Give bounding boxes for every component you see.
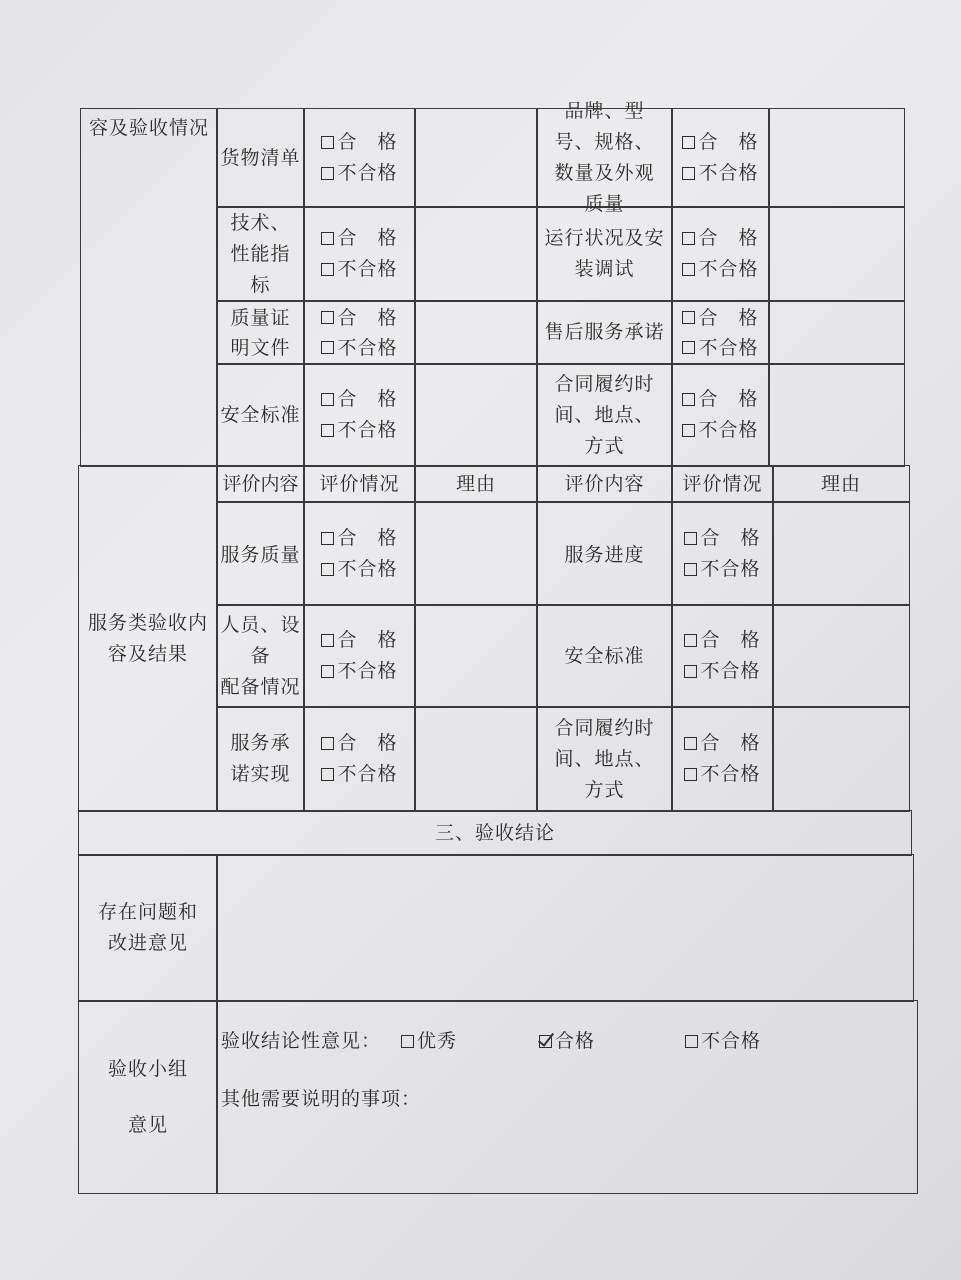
fail-checkbox[interactable]: 不合格 (321, 333, 397, 363)
checkbox-icon (321, 263, 334, 276)
checkbox-icon (321, 341, 334, 354)
conclusion-title: 三、验收结论 (78, 810, 912, 856)
other-matters-label: 其他需要说明的事项： (221, 1088, 422, 1110)
group-opinion-label: 验收小组 意见 (78, 1000, 218, 1194)
goods-reason-3-right[interactable] (768, 300, 905, 365)
checkbox-icon (684, 665, 697, 678)
pass-checkbox[interactable]: 合 格 (682, 303, 758, 333)
header-reason-left: 理由 (414, 465, 538, 503)
service-item-2: 人员、设 备 配备情况 (216, 604, 305, 708)
header-eval-content-right: 评价内容 (536, 465, 673, 503)
pass-checkbox[interactable]: 合 格 (321, 384, 397, 415)
fail-checkbox[interactable]: 不合格 (682, 254, 758, 285)
goods-reason-3-left[interactable] (414, 300, 538, 365)
fail-checkbox[interactable]: 不合格 (321, 254, 397, 285)
opinion-excellent-checkbox[interactable]: 优秀 (401, 1026, 539, 1057)
pass-checkbox[interactable]: 合 格 (321, 127, 397, 158)
service-status-3-right (671, 706, 774, 812)
header-eval-status-left: 评价情况 (303, 465, 416, 503)
header-eval-content-left: 评价内容 (216, 465, 305, 503)
checkbox-icon (684, 737, 697, 750)
goods-status-1-right (671, 108, 770, 208)
checkbox-icon (682, 167, 695, 180)
checkbox-icon (321, 634, 334, 647)
goods-item-2-right: 运行状况及安装调试 (536, 206, 673, 302)
checkbox-icon (682, 311, 695, 324)
checkbox-icon (682, 232, 695, 245)
goods-status-3-right (671, 300, 770, 365)
checkbox-icon (321, 136, 334, 149)
service-reason-3-right[interactable] (772, 706, 910, 812)
checked-checkbox-icon (539, 1035, 552, 1048)
goods-reason-1-right[interactable] (768, 108, 905, 208)
service-item-2-right: 安全标准 (536, 604, 673, 708)
opinion-fail-checkbox[interactable]: 不合格 (685, 1026, 761, 1057)
checkbox-icon (321, 167, 334, 180)
checkbox-icon (321, 563, 334, 576)
fail-checkbox[interactable]: 不合格 (682, 158, 758, 189)
opinion-prefix: 验收结论性意见： (221, 1029, 382, 1052)
opinion-pass-checkbox[interactable]: 合格 (539, 1026, 685, 1057)
service-reason-2-right[interactable] (772, 604, 910, 708)
checkbox-icon (684, 563, 697, 576)
service-status-2-right (671, 604, 774, 708)
fail-checkbox[interactable]: 不合格 (321, 554, 397, 585)
fail-checkbox[interactable]: 不合格 (684, 759, 760, 790)
goods-section-label: 容及验收情况 (80, 108, 218, 467)
pass-checkbox[interactable]: 合 格 (684, 728, 760, 759)
checkbox-icon (682, 341, 695, 354)
goods-status-1-left (303, 108, 416, 208)
checkbox-icon (684, 634, 697, 647)
checkbox-icon (682, 393, 695, 406)
pass-checkbox[interactable]: 合 格 (684, 625, 760, 656)
service-status-3-left (303, 706, 416, 812)
goods-reason-2-right[interactable] (768, 206, 905, 302)
pass-checkbox[interactable]: 合 格 (684, 523, 760, 554)
fail-checkbox[interactable]: 不合格 (682, 415, 758, 446)
goods-reason-2-left[interactable] (414, 206, 538, 302)
service-reason-3-left[interactable] (414, 706, 538, 812)
goods-reason-1-left[interactable] (414, 108, 538, 208)
service-item-3-right: 合同履约时间、地点、方式 (536, 706, 673, 812)
issues-label: 存在问题和改进意见 (78, 854, 218, 1002)
service-reason-2-left[interactable] (414, 604, 538, 708)
checkbox-icon (682, 136, 695, 149)
header-reason-right: 理由 (772, 465, 910, 503)
fail-checkbox[interactable]: 不合格 (321, 415, 397, 446)
checkbox-icon (684, 532, 697, 545)
fail-checkbox[interactable]: 不合格 (682, 333, 758, 363)
goods-item-4: 安全标准 (216, 363, 305, 467)
goods-status-2-left (303, 206, 416, 302)
pass-checkbox[interactable]: 合 格 (321, 223, 397, 254)
pass-checkbox[interactable]: 合 格 (321, 523, 397, 554)
goods-status-4-left (303, 363, 416, 467)
checkbox-icon (321, 737, 334, 750)
service-status-2-left (303, 604, 416, 708)
fail-checkbox[interactable]: 不合格 (321, 158, 397, 189)
goods-item-1-right: 品牌、型号、规格、数量及外观质量 (536, 108, 673, 208)
fail-checkbox[interactable]: 不合格 (321, 759, 397, 790)
checkbox-icon (321, 424, 334, 437)
goods-item-3: 质量证明文件 (216, 300, 305, 365)
goods-reason-4-left[interactable] (414, 363, 538, 467)
goods-item-4-right: 合同履约时间、地点、方式 (536, 363, 673, 467)
fail-checkbox[interactable]: 不合格 (684, 656, 760, 687)
opinion-row (221, 1023, 917, 1059)
service-section-label: 服务类验收内容及结果 (78, 465, 218, 812)
service-status-1-left (303, 501, 416, 606)
fail-checkbox[interactable]: 不合格 (684, 554, 760, 585)
service-item-1-right: 服务进度 (536, 501, 673, 606)
checkbox-icon (401, 1035, 414, 1048)
goods-status-4-right (671, 363, 770, 467)
service-reason-1-left[interactable] (414, 501, 538, 606)
checkbox-icon (321, 768, 334, 781)
goods-status-2-right (671, 206, 770, 302)
pass-checkbox[interactable]: 合 格 (682, 384, 758, 415)
checkbox-icon (321, 232, 334, 245)
goods-item-1: 货物清单 (216, 108, 305, 208)
service-item-1: 服务质量 (216, 501, 305, 606)
service-status-1-right (671, 501, 774, 606)
checkbox-icon (682, 424, 695, 437)
checkbox-icon (321, 532, 334, 545)
pass-checkbox[interactable]: 合 格 (321, 625, 397, 656)
issues-input[interactable] (216, 854, 914, 1002)
fail-checkbox[interactable]: 不合格 (321, 656, 397, 687)
service-item-3: 服务承诺实现 (216, 706, 305, 812)
goods-status-3-left (303, 300, 416, 365)
checkbox-icon (321, 665, 334, 678)
goods-item-3-right: 售后服务承诺 (536, 300, 673, 365)
pass-checkbox[interactable]: 合 格 (682, 127, 758, 158)
checkbox-icon (685, 1035, 698, 1048)
checkbox-icon (684, 768, 697, 781)
goods-item-2: 技术、性能指标 (216, 206, 305, 302)
pass-checkbox[interactable]: 合 格 (321, 728, 397, 759)
service-reason-1-right[interactable] (772, 501, 910, 606)
pass-checkbox[interactable]: 合 格 (321, 303, 397, 333)
header-eval-status-right: 评价情况 (671, 465, 774, 503)
checkbox-icon (321, 311, 334, 324)
goods-reason-4-right[interactable] (768, 363, 905, 467)
pass-checkbox[interactable]: 合 格 (682, 223, 758, 254)
checkbox-icon (682, 263, 695, 276)
checkbox-icon (321, 393, 334, 406)
group-opinion-content (216, 1000, 918, 1194)
